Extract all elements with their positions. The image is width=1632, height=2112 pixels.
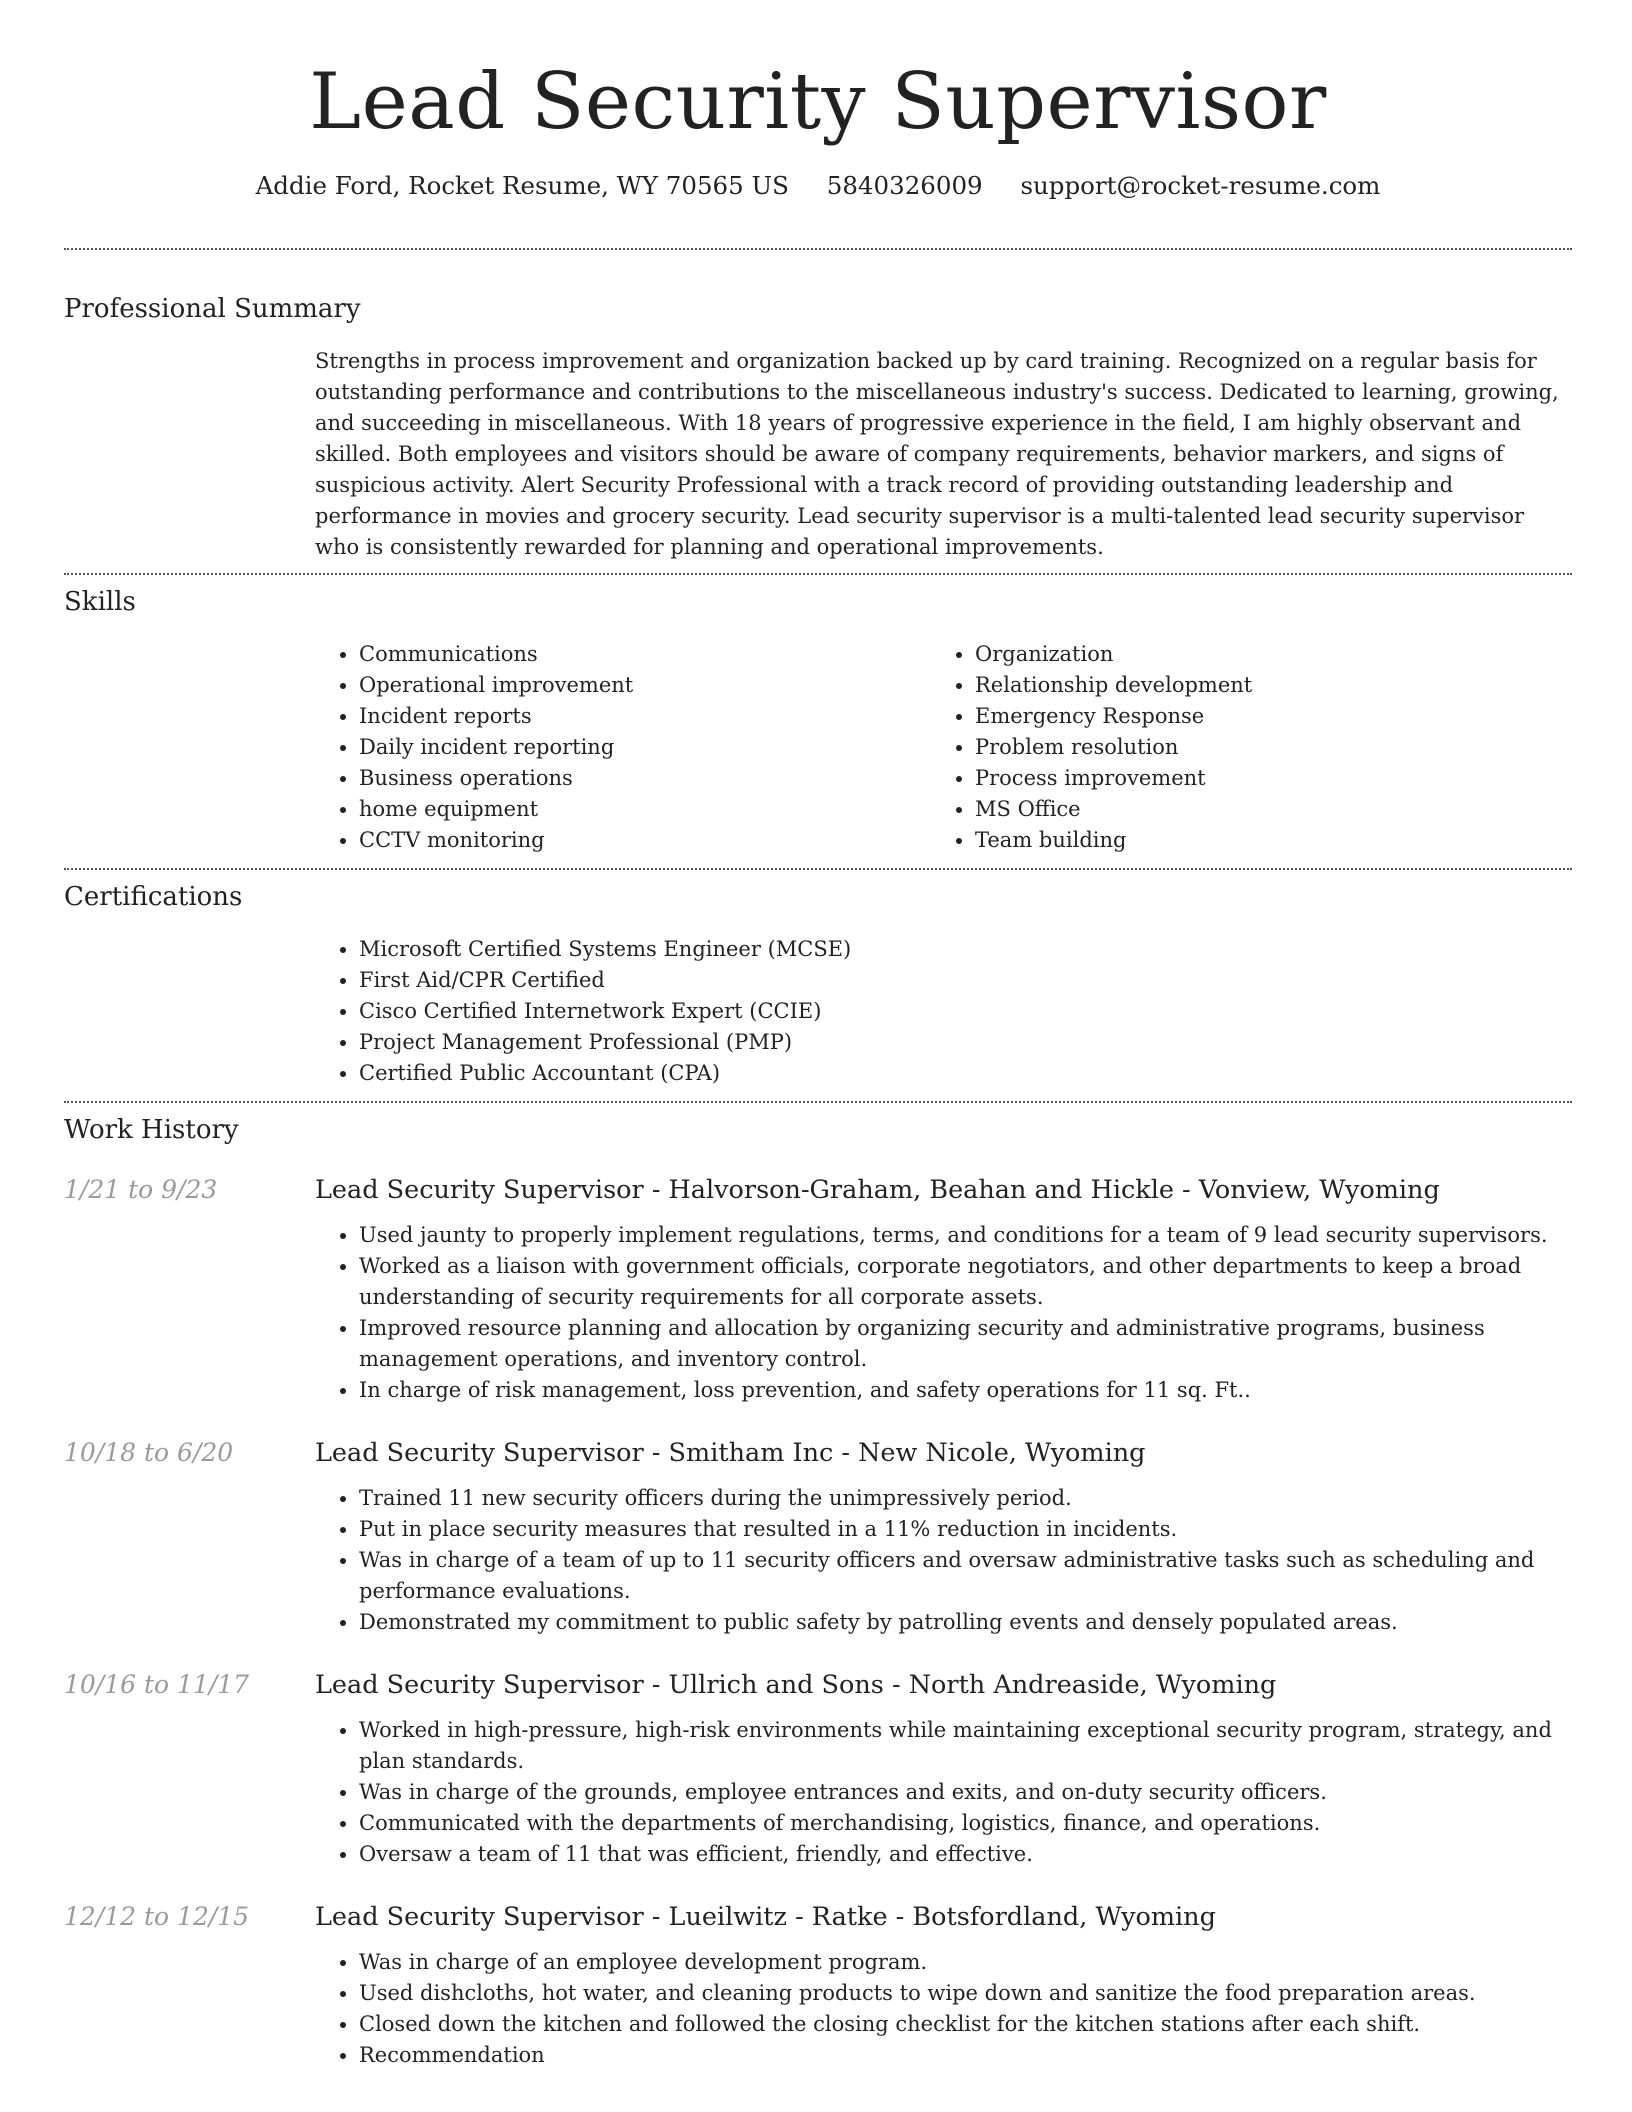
- list-item: • Closed down the kitchen and followed the closing checklist for the kitchen stations after each shift.: [359, 2009, 1572, 2040]
- job-bullets: [315, 1483, 1572, 1638]
- job-details: [315, 1436, 1572, 1638]
- summary-section: [64, 292, 1572, 563]
- job-dates: 12/12 to 12/15: [64, 1902, 250, 1931]
- list-item: • Improved resource planning and allocation by organizing security and administrative programs, business management operations, and inventory control.: [359, 1313, 1572, 1375]
- list-item: • In charge of risk management, loss prevention, and safety operations for 11 sq. Ft..: [359, 1375, 1572, 1406]
- certifications-list: [315, 934, 1572, 1089]
- list-item: • Project Management Professional (PMP): [359, 1027, 1572, 1058]
- skills-list-right: [931, 639, 1572, 856]
- job-details: [315, 1900, 1572, 2071]
- list-item: • Recommendation: [359, 2040, 1572, 2071]
- skills-section: [64, 585, 1572, 856]
- list-item: • Daily incident reporting: [359, 732, 931, 763]
- list-item: • Business operations: [359, 763, 931, 794]
- list-item: • MS Office: [975, 794, 1572, 825]
- job-bullets: [315, 1947, 1572, 2071]
- list-item: • Relationship development: [975, 670, 1572, 701]
- list-item: • Oversaw a team of 11 that was efficient, friendly, and effective.: [359, 1839, 1572, 1870]
- section-heading-work-history: Work History: [64, 1115, 239, 1145]
- section-heading-skills: Skills: [64, 587, 136, 617]
- divider: [64, 248, 1572, 250]
- list-item: • home equipment: [359, 794, 931, 825]
- divider: [64, 573, 1572, 575]
- job-entry: [64, 1668, 1572, 1870]
- list-item: • Used dishcloths, hot water, and cleaning products to wipe down and sanitize the food preparation areas.: [359, 1978, 1572, 2009]
- list-item: • Worked in high-pressure, high-risk environments while maintaining exceptional security program, strategy, and plan standards.: [359, 1715, 1572, 1777]
- job-heading: Lead Security Supervisor - Halvorson-Graham, Beahan and Hickle - Vonview, Wyoming: [315, 1175, 1440, 1205]
- list-item: • Communications: [359, 639, 931, 670]
- job-bullets: [315, 1220, 1572, 1406]
- list-item: • Emergency Response: [975, 701, 1572, 732]
- list-item: • Certified Public Accountant (CPA): [359, 1058, 1572, 1089]
- list-item: • Incident reports: [359, 701, 931, 732]
- page-title: Lead Security Supervisor: [309, 57, 1327, 147]
- certifications-section: [64, 880, 1572, 1089]
- section-heading-summary: Professional Summary: [64, 294, 361, 324]
- section-heading-certifications: Certifications: [64, 882, 243, 912]
- job-dates: 10/16 to 11/17: [64, 1670, 250, 1699]
- job-entry: [64, 1173, 1572, 1406]
- contact-address: Addie Ford, Rocket Resume, WY 70565 US: [255, 171, 789, 200]
- list-item: • Microsoft Certified Systems Engineer (MCSE): [359, 934, 1572, 965]
- list-item: • Operational improvement: [359, 670, 931, 701]
- contact-phone: 5840326009: [826, 171, 983, 200]
- list-item: • Was in charge of the grounds, employee entrances and exits, and on-duty security officers.: [359, 1777, 1572, 1808]
- job-details: [315, 1173, 1572, 1406]
- list-item: • Was in charge of an employee development program.: [359, 1947, 1572, 1978]
- divider: [64, 1101, 1572, 1103]
- list-item: • First Aid/CPR Certified: [359, 965, 1572, 996]
- summary-text: Strengths in process improvement and organization backed up by card training. Recognized on a regular basis for outstanding performance and contributions to the miscellaneous industry's success. Dedicated to learning, growing, and succeeding in miscellaneous. With 18 years of progressive experience in the field, I am highly observant and skilled. Both employees and visitors should be aware of company requirements, behavior markers, and signs of suspicious activity. Alert Security Professional with a track record of providing outstanding leadership and performance in movies and grocery security. Lead security supervisor is a multi-talented lead security supervisor who is consistently rewarded for planning and operational improvements.: [315, 349, 1559, 559]
- list-item: • Used jaunty to properly implement regulations, terms, and conditions for a team of 9 lead security supervisors.: [359, 1220, 1572, 1251]
- list-item: • Communicated with the departments of merchandising, logistics, finance, and operations.: [359, 1808, 1572, 1839]
- divider: [64, 868, 1572, 870]
- list-item: • Process improvement: [975, 763, 1572, 794]
- job-details: [315, 1668, 1572, 1870]
- job-dates: 10/18 to 6/20: [64, 1438, 234, 1467]
- list-item: • Cisco Certified Internetwork Expert (CCIE): [359, 996, 1572, 1027]
- job-heading: Lead Security Supervisor - Ullrich and Sons - North Andreaside, Wyoming: [315, 1670, 1277, 1700]
- resume-page: [64, 0, 1572, 2071]
- list-item: • Worked as a liaison with government officials, corporate negotiators, and other departments to keep a broad understanding of security requirements for all corporate assets.: [359, 1251, 1572, 1313]
- job-entry: [64, 1900, 1572, 2071]
- skills-grid: [315, 639, 1572, 856]
- list-item: • Problem resolution: [975, 732, 1572, 763]
- work-history-section: [64, 1113, 1572, 2071]
- job-heading: Lead Security Supervisor - Lueilwitz - Ratke - Botsfordland, Wyoming: [315, 1902, 1216, 1932]
- job-heading: Lead Security Supervisor - Smitham Inc - New Nicole, Wyoming: [315, 1438, 1146, 1468]
- list-item: • Demonstrated my commitment to public safety by patrolling events and densely populated areas.: [359, 1607, 1572, 1638]
- contact-line: [64, 170, 1572, 202]
- job-dates: 1/21 to 9/23: [64, 1175, 218, 1204]
- certifications-body: [315, 934, 1572, 1089]
- list-item: • Trained 11 new security officers during the unimpressively period.: [359, 1483, 1572, 1514]
- skills-list-left: [315, 639, 931, 856]
- list-item: • Put in place security measures that resulted in a 11% reduction in incidents.: [359, 1514, 1572, 1545]
- list-item: • Was in charge of a team of up to 11 security officers and oversaw administrative tasks such as scheduling and performance evaluations.: [359, 1545, 1572, 1607]
- job-bullets: [315, 1715, 1572, 1870]
- job-entry: [64, 1436, 1572, 1638]
- contact-email: support@rocket-resume.com: [1020, 171, 1381, 200]
- list-item: • CCTV monitoring: [359, 825, 931, 856]
- list-item: • Organization: [975, 639, 1572, 670]
- list-item: • Team building: [975, 825, 1572, 856]
